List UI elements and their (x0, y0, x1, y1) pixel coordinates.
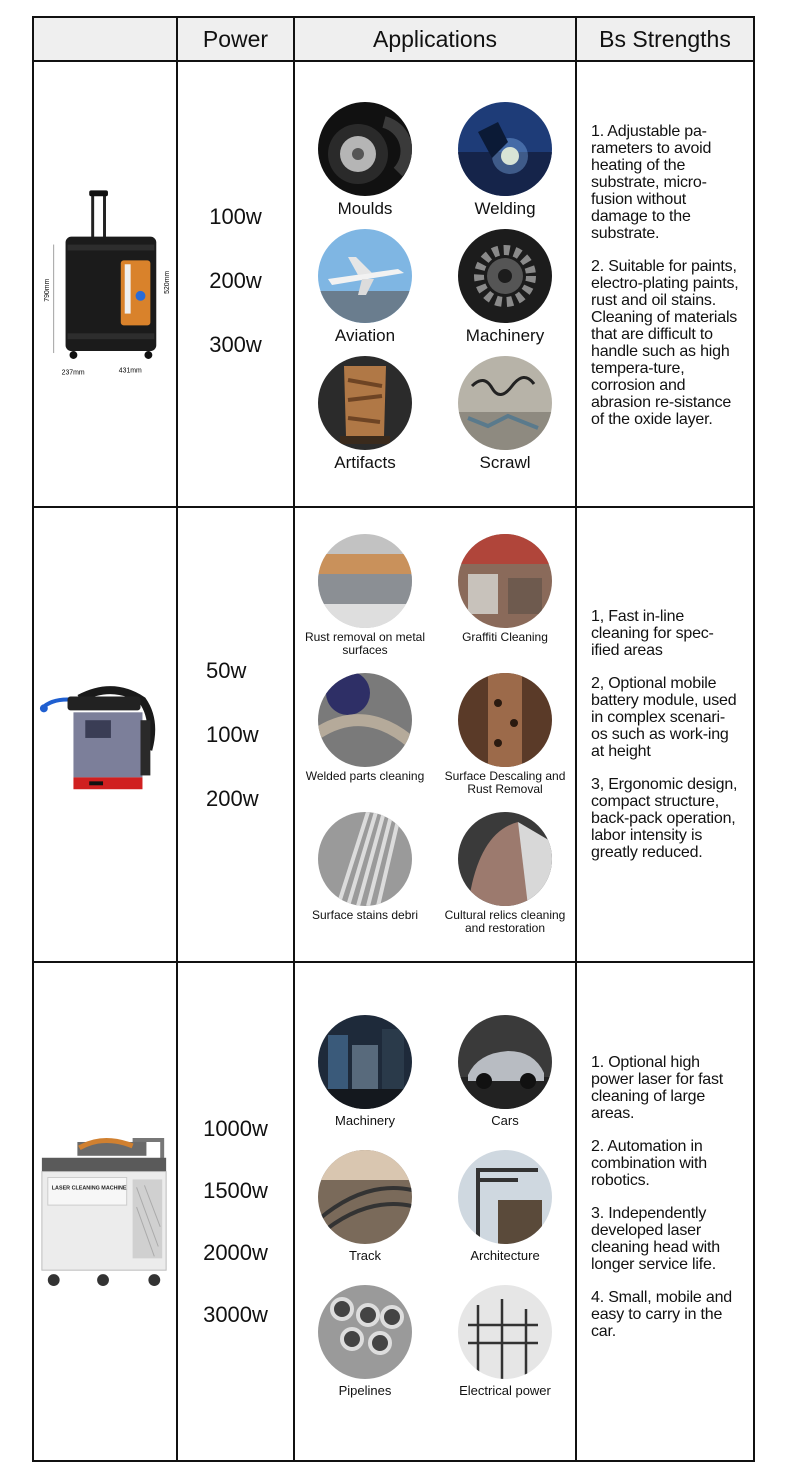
strengths-cell (576, 61, 754, 507)
application-item (435, 673, 575, 796)
application-label: Scrawl (479, 452, 531, 472)
applications-cell (294, 61, 576, 507)
application-item (458, 356, 552, 473)
application-label: Graffiti Cleaning (462, 630, 548, 644)
application-item (435, 812, 575, 935)
dim-depth: 520mm (164, 270, 172, 294)
header-machine (33, 17, 177, 61)
application-label: Welding (474, 198, 536, 218)
strength-item: 1, Fast in-line cleaning for spec-ified areas (591, 608, 714, 659)
application-item (318, 229, 412, 346)
application-item (318, 356, 412, 473)
application-label: Architecture (470, 1248, 540, 1263)
power-value: 200w (206, 785, 259, 811)
strength-item: 2. Automation in combination with robotics. (591, 1137, 707, 1189)
power-value: 50w (206, 657, 247, 683)
strength-item: 2. Suitable for paints, electro-plating paints, rust and oil stains. Cleaning of materials that are difficult to handle such as high tempera-ture, corrosion and abrasion re-sistance of the oxide layer. (591, 257, 739, 428)
applications-cell (294, 507, 576, 962)
machine-cell (33, 61, 177, 507)
applications-cell (294, 962, 576, 1461)
power-value: 1000w (203, 1115, 268, 1141)
power-station-icon (458, 1285, 552, 1379)
weld-seam-icon (318, 673, 412, 767)
header-strengths: Bs Strengths (576, 17, 754, 61)
railway-icon (318, 1150, 412, 1244)
factory-icon (318, 1015, 412, 1109)
application-item (318, 1015, 412, 1128)
strength-item: 3. Independently developed laser cleaning head with longer service life. (591, 1204, 720, 1273)
spec-table (32, 16, 755, 1462)
rusty-plate-icon (458, 673, 552, 767)
application-item (295, 534, 435, 657)
graffiti-wall-icon (458, 356, 552, 450)
dim-width-b: 431mm (118, 367, 142, 375)
application-label: Pipelines (338, 1383, 392, 1398)
strength-item: 1. Optional high power laser for fast cleaning of large areas. (591, 1053, 724, 1122)
strengths-cell (576, 507, 754, 962)
application-label: Surface Descaling and Rust Removal (444, 769, 566, 796)
table-row (33, 507, 754, 962)
header-row (33, 17, 754, 61)
power-cell (177, 61, 294, 507)
strength-item: 3, Ergonomic design, compact structure, back-pack operation, labor intensity is greatly reduced. (591, 776, 738, 861)
application-label: Rust removal on metal surfaces (304, 630, 426, 657)
application-label: Aviation (334, 325, 396, 345)
vase-icon (318, 356, 412, 450)
table-row (33, 61, 754, 507)
relic-icon (458, 812, 552, 906)
power-value: 300w (209, 332, 262, 357)
fins-icon (318, 812, 412, 906)
power-cell (177, 962, 294, 1461)
tires-icon (318, 102, 412, 196)
gear-icon (458, 229, 552, 323)
car-icon (458, 1015, 552, 1109)
application-label: Machinery (335, 1113, 395, 1128)
application-item (458, 534, 552, 657)
application-label: Cars (491, 1113, 519, 1128)
application-label: Welded parts cleaning (305, 769, 425, 783)
application-label: Track (348, 1248, 382, 1263)
strength-item: 4. Small, mobile and easy to carry in the car. (591, 1288, 732, 1340)
cabinet-laser-cleaning-machine-icon (34, 1127, 176, 1297)
metal-surface-icon (318, 534, 412, 628)
backpack-laser-cleaner-icon (34, 660, 176, 810)
power-value: 3000w (203, 1301, 268, 1327)
dim-width-a: 237mm (61, 369, 85, 377)
application-item (318, 1285, 412, 1398)
application-item (458, 1015, 552, 1128)
application-item (458, 1285, 552, 1398)
machine-cell (33, 507, 177, 962)
strength-item: 2, Optional mobile battery module, used in complex scenari-os such as work-ing at height (591, 675, 737, 760)
application-label: Moulds (337, 198, 393, 218)
application-item (458, 229, 552, 346)
dim-height: 790mm (43, 278, 51, 302)
application-item (312, 812, 418, 935)
header-power: Power (177, 17, 294, 61)
application-label: Cultural relics cleaning and restoration (444, 908, 566, 935)
application-label: Surface stains debri (311, 908, 419, 922)
application-label: Artifacts (334, 452, 396, 472)
strengths-cell (576, 962, 754, 1461)
application-label: Machinery (465, 325, 545, 345)
header-applications: Applications (294, 17, 576, 61)
machine-label: LASER CLEANING MACHINE (51, 1184, 127, 1191)
application-item (318, 1150, 412, 1263)
application-item (318, 102, 412, 219)
table-row (33, 962, 754, 1461)
application-item (306, 673, 425, 796)
machine-cell (33, 962, 177, 1461)
power-value: 100w (206, 721, 259, 747)
pipes-icon (318, 1285, 412, 1379)
trolley-case-laser-cleaner-icon (34, 184, 176, 384)
application-label: Electrical power (459, 1383, 551, 1398)
welding-icon (458, 102, 552, 196)
power-cell (177, 507, 294, 962)
strength-item: 1. Adjustable pa-rameters to avoid heating of the substrate, micro-fusion without damage to the substrate. (591, 122, 712, 242)
graffiti-wall-icon (458, 534, 552, 628)
power-value: 100w (209, 204, 262, 229)
power-value: 2000w (203, 1239, 268, 1265)
power-value: 200w (209, 268, 262, 293)
power-value: 1500w (203, 1177, 268, 1203)
airplane-icon (318, 229, 412, 323)
crane-icon (458, 1150, 552, 1244)
application-item (458, 1150, 552, 1263)
application-item (458, 102, 552, 219)
